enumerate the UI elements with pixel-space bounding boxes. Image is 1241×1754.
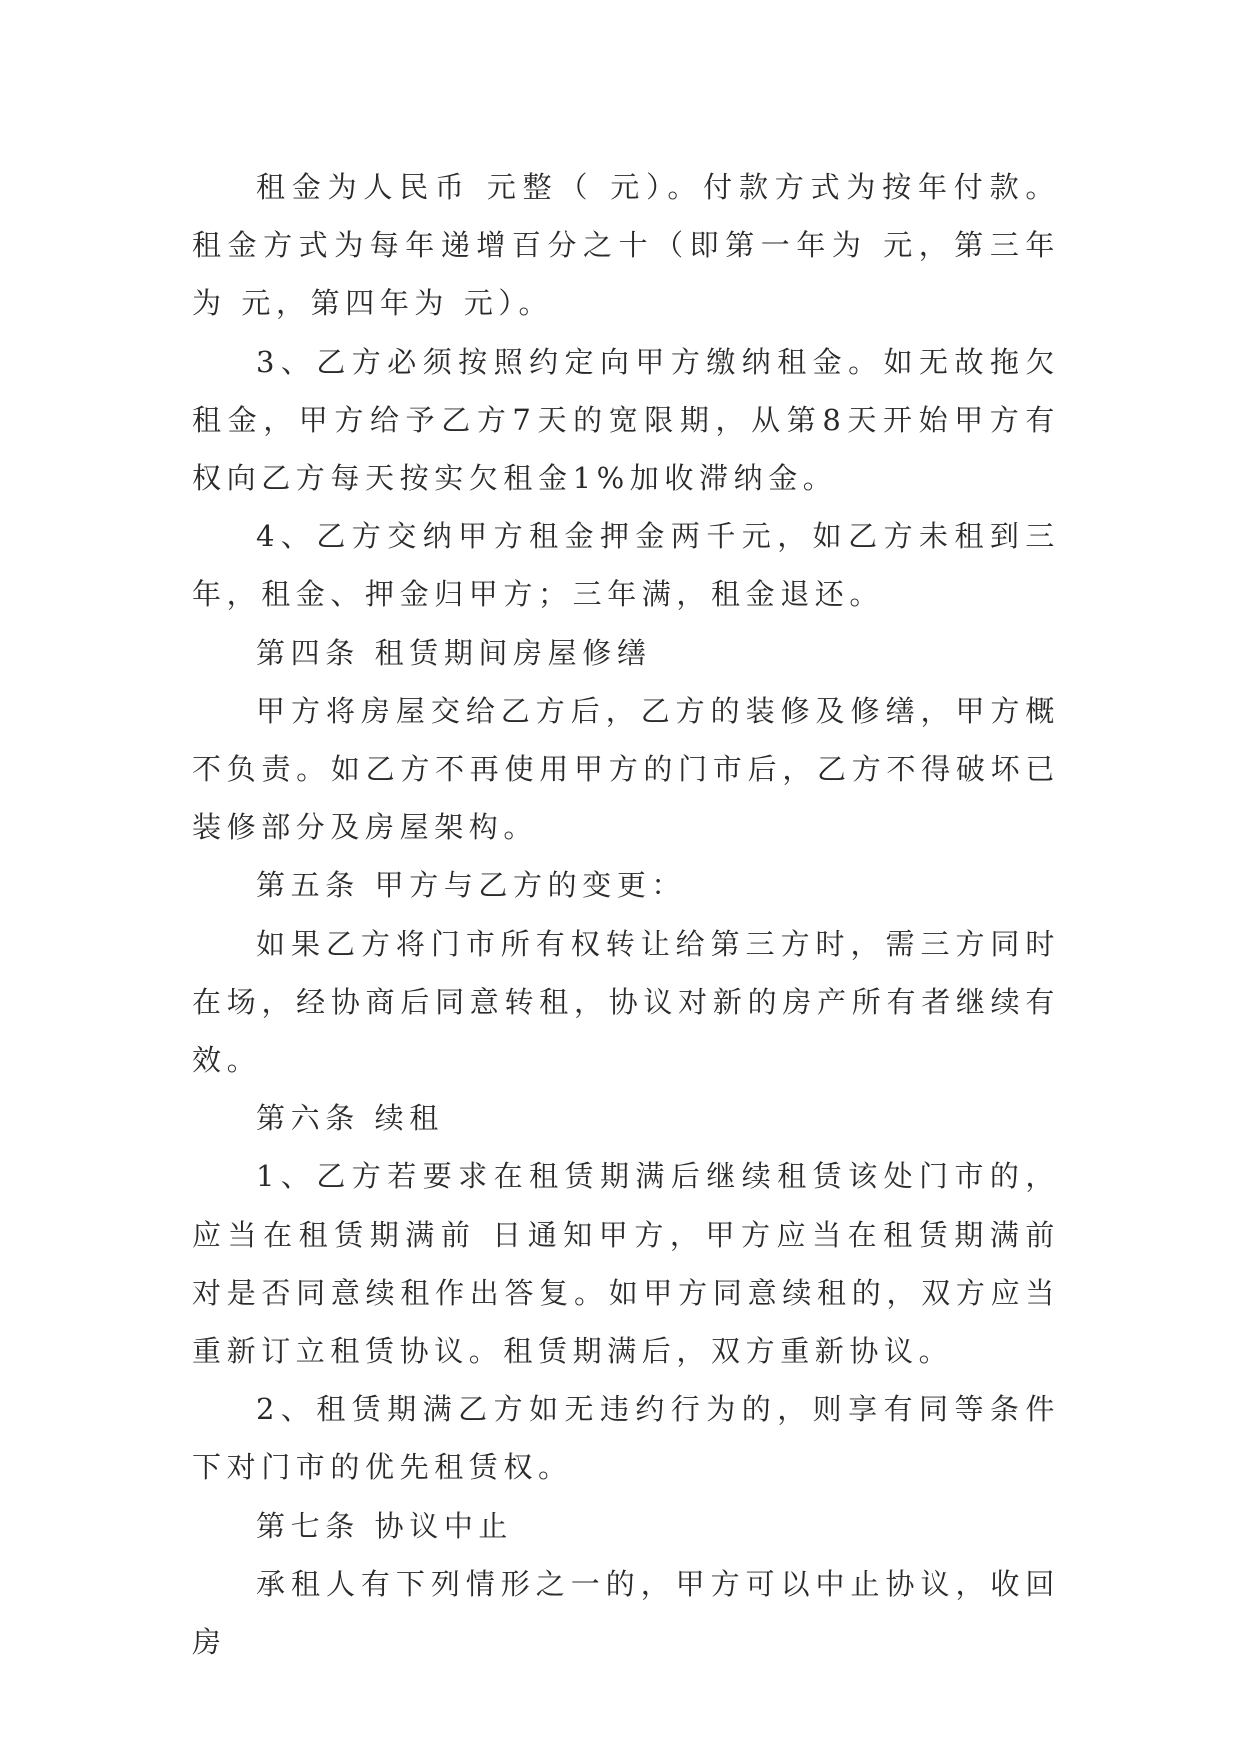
paragraph-article-7-body: 承租人有下列情形之一的，甲方可以中止协议，收回房 [192,1566,1060,1660]
heading-article-6: 第六条 续租 [256,1101,444,1136]
paragraph-clause-3-payment: 3、乙方必须按照约定向甲方缴纳租金。如无故拖欠租金，甲方给予乙方7天的宽限期，从第8天开始甲方有权向乙方每天按实欠租金1%加收滞纳金。 [192,344,1060,496]
paragraph-article-6-item-2: 2、租赁期满乙方如无违约行为的，则享有同等条件下对门市的优先租赁权。 [192,1392,1060,1485]
paragraph-article-4-body: 甲方将房屋交给乙方后，乙方的装修及修缮，甲方概不负责。如乙方不再使用甲方的门市后，乙方不得破坏已装修部分及房屋架构。 [192,693,1060,845]
paragraph-article-6-item-1: 1、乙方若要求在租赁期满后继续租赁该处门市的，应当在租赁期满前 日通知甲方，甲方应当在租赁期满前对是否同意续租作出答复。如甲方同意续租的，双方应当重新订立租赁协议。租赁期满后，双方重新协议。 [192,1159,1060,1369]
heading-article-7: 第七条 协议中止 [256,1508,514,1543]
heading-article-4: 第四条 租赁期间房屋修缮 [256,635,652,670]
document-body [192,158,1060,1671]
heading-article-5: 第五条 甲方与乙方的变更： [256,868,687,903]
paragraph-clause-4-deposit: 4、乙方交纳甲方租金押金两千元，如乙方未租到三年，租金、押金归甲方；三年满，租金退还。 [192,519,1060,612]
paragraph-rent-amount: 租金为人民币 元整（ 元）。付款方式为按年付款。租金方式为每年递增百分之十（即第一年为 元，第三年为 元，第四年为 元）。 [192,170,1060,321]
paragraph-article-5-body: 如果乙方将门市所有权转让给第三方时，需三方同时在场，经协商后同意转租，协议对新的房产所有者继续有效。 [192,926,1060,1078]
